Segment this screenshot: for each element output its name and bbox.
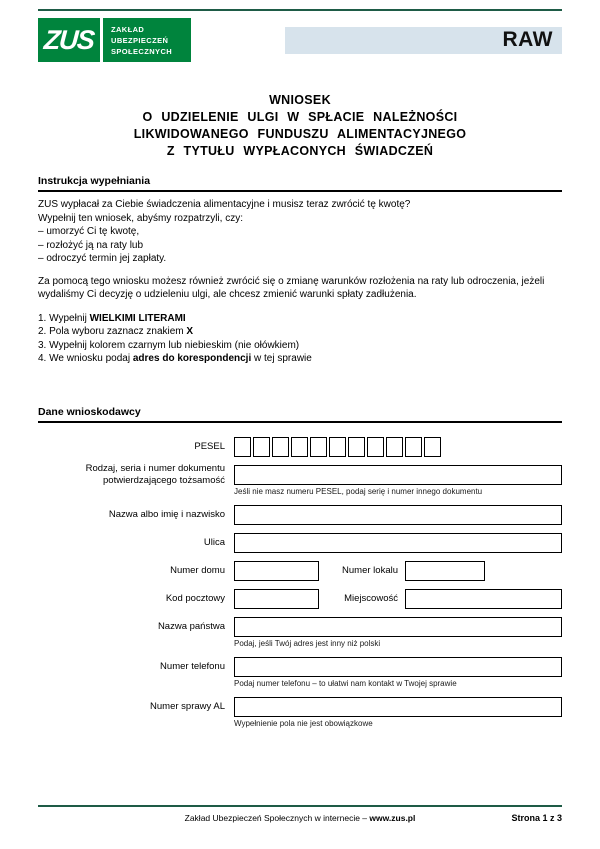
apartment-number-label: Numer lokalu: [342, 565, 398, 576]
phone-helper: Podaj numer telefonu – to ułatwi nam kontakt w Twojej sprawie: [234, 678, 457, 688]
intro-lead: Wypełnij ten wniosek, abyśmy rozpatrzyli, czy:: [38, 212, 243, 224]
form-title-line: Z TYTUŁU WYPŁACONYCH ŚWIADCZEŃ: [166, 144, 434, 158]
form-code-text: RAW: [502, 28, 553, 51]
country-label: Nazwa państwa: [157, 620, 225, 632]
street-label: Ulica: [203, 536, 225, 548]
footer-website-text: Zakład Ubezpieczeń Społecznych w internecie – www.zus.pl: [184, 813, 416, 823]
header-rule: [38, 9, 562, 11]
field-row-phone: [38, 657, 562, 689]
instructions-numbered-list: [38, 312, 562, 366]
apartment-number-input[interactable]: [405, 561, 485, 581]
numbered-item: 1. Wypełnij WIELKIMI LITERAMI: [38, 312, 186, 324]
pesel-digit-box[interactable]: [234, 437, 251, 457]
field-row-name: [38, 505, 562, 525]
house-number-label: Numer domu: [170, 564, 225, 576]
field-row-case-number: [38, 697, 562, 729]
field-row-country: [38, 617, 562, 649]
document-input[interactable]: [234, 465, 562, 485]
pesel-digit-box[interactable]: [424, 437, 441, 457]
footer-rule: [38, 805, 562, 807]
field-row-street: [38, 533, 562, 553]
case-number-input[interactable]: [234, 697, 562, 717]
zus-org-name: [103, 18, 191, 62]
numbered-item: 4. We wniosku podaj adres do korespondencji w tej sprawie: [38, 353, 312, 364]
phone-label: Numer telefonu: [160, 660, 225, 672]
form-code-badge: [285, 27, 562, 54]
form-title-line: O UDZIELENIE ULGI W SPŁACIE NALEŻNOŚCI: [142, 110, 458, 124]
form-title-line: WNIOSEK: [269, 93, 331, 107]
pesel-label: PESEL: [194, 440, 225, 452]
org-name-line: ZAKŁAD: [111, 24, 145, 34]
pesel-digit-box[interactable]: [272, 437, 289, 457]
pesel-digit-box[interactable]: [329, 437, 346, 457]
house-number-input[interactable]: [234, 561, 319, 581]
numbered-item: 2. Pola wyboru zaznacz znakiem X: [38, 326, 194, 337]
intro-question: ZUS wypłacał za Ciebie świadczenia alimentacyjne i musisz teraz zwrócić tę kwotę?: [38, 199, 411, 210]
document-label: Rodzaj, seria i numer dokumentu potwierdzającego tożsamość: [85, 463, 225, 486]
org-name-line: UBEZPIECZEŃ: [111, 35, 169, 45]
city-input[interactable]: [405, 589, 562, 609]
country-helper: Podaj, jeśli Twój adres jest inny niż polski: [234, 638, 381, 648]
instructions-section: [38, 175, 562, 366]
page-footer: [38, 805, 562, 823]
zus-logo-text: ZUS: [43, 24, 95, 55]
name-input[interactable]: [234, 505, 562, 525]
dash-item: – umorzyć Ci tę kwotę,: [38, 226, 140, 237]
pesel-digit-box[interactable]: [405, 437, 422, 457]
pesel-digit-box[interactable]: [386, 437, 403, 457]
form-title-line: LIKWIDOWANEGO FUNDUSZU ALIMENTACYJNEGO: [133, 127, 467, 141]
pesel-digit-box[interactable]: [291, 437, 308, 457]
postal-code-input[interactable]: [234, 589, 319, 609]
name-label: Nazwa albo imię i nazwisko: [108, 508, 225, 520]
instructions-paragraph: Za pomocą tego wniosku możesz również zwrócić się o zmianę warunków rozłożenia na raty lub odroczenia, jeżeli wydaliśmy Ci decyzję o udzieleniu ulgi, ale chcesz zmienić warunki spłaty zadłużenia.: [38, 275, 545, 300]
pesel-digit-box[interactable]: [253, 437, 270, 457]
page-number: Strona 1 z 3: [511, 813, 562, 823]
pesel-digit-box[interactable]: [367, 437, 384, 457]
zus-url: www.zus.pl: [369, 813, 416, 823]
street-input[interactable]: [234, 533, 562, 553]
postal-code-label: Kod pocztowy: [165, 592, 225, 604]
pesel-digit-box[interactable]: [348, 437, 365, 457]
field-row-pesel: [38, 437, 562, 457]
dash-item: – odroczyć termin jej zapłaty.: [38, 253, 167, 264]
phone-input[interactable]: [234, 657, 562, 677]
document-helper: Jeśli nie masz numeru PESEL, podaj serię i numer innego dokumentu: [234, 486, 483, 496]
org-name-line: SPOŁECZNYCH: [111, 46, 173, 56]
instructions-body: [38, 198, 562, 366]
zus-logo: [38, 18, 100, 62]
case-number-helper: Wypełnienie pola nie jest obowiązkowe: [234, 718, 373, 728]
case-number-label: Numer sprawy AL: [150, 700, 225, 712]
dash-item: – rozłożyć ją na raty lub: [38, 239, 144, 251]
zus-brand: [38, 18, 191, 62]
instructions-heading: Instrukcja wypełniania: [38, 175, 562, 192]
numbered-item: 3. Wypełnij kolorem czarnym lub niebieskim (nie ołówkiem): [38, 339, 300, 351]
country-input[interactable]: [234, 617, 562, 637]
applicant-section-heading: Dane wnioskodawcy: [38, 406, 562, 423]
pesel-digit-box[interactable]: [310, 437, 327, 457]
city-label: Miejscowość: [344, 593, 398, 604]
applicant-data-section: [38, 406, 562, 729]
field-row-postal-city: [38, 589, 562, 609]
field-row-document: [38, 465, 562, 497]
form-title: [38, 92, 562, 160]
field-row-house-apartment: [38, 561, 562, 581]
pesel-input[interactable]: [234, 437, 562, 457]
